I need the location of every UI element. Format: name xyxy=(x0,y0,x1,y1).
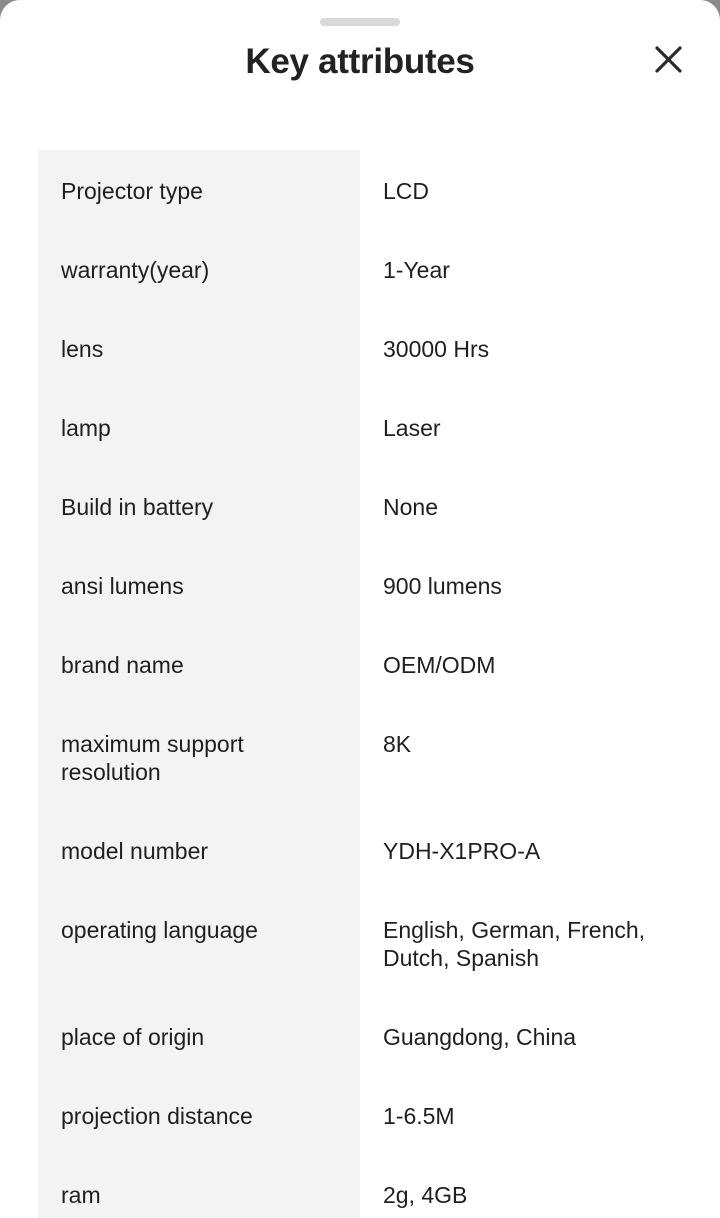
attributes-table xyxy=(38,150,720,1218)
attribute-label: place of origin xyxy=(38,996,360,1075)
attribute-value: 1-Year xyxy=(383,257,450,283)
attribute-value: OEM/ODM xyxy=(383,652,496,678)
attribute-label: lens xyxy=(38,308,360,387)
table-row xyxy=(38,624,720,703)
attribute-label: Build in battery xyxy=(38,466,360,545)
attribute-value: 1-6.5M xyxy=(383,1103,455,1129)
table-row xyxy=(38,545,720,624)
attribute-value: LCD xyxy=(383,178,430,204)
attribute-label: operating language xyxy=(38,889,360,996)
attribute-value: 900 lumens xyxy=(383,573,502,599)
table-row xyxy=(38,229,720,308)
attribute-value: 2g, 4GB xyxy=(383,1182,468,1208)
attribute-label: warranty(year) xyxy=(38,229,360,308)
attribute-label: model number xyxy=(38,810,360,889)
table-row xyxy=(38,387,720,466)
table-row xyxy=(38,996,720,1075)
attribute-label: projection distance xyxy=(38,1075,360,1154)
table-row xyxy=(38,150,720,229)
attribute-value: 30000 Hrs xyxy=(383,336,490,362)
attribute-value: Guangdong, China xyxy=(383,1024,577,1050)
close-icon xyxy=(644,36,692,84)
close-button[interactable] xyxy=(644,36,692,84)
attribute-value: None xyxy=(383,494,438,520)
attribute-label: ram xyxy=(38,1154,360,1218)
table-row xyxy=(38,1075,720,1154)
attribute-label: ansi lumens xyxy=(38,545,360,624)
attribute-label: maximum support resolution xyxy=(38,703,360,810)
attribute-label: lamp xyxy=(38,387,360,466)
table-row xyxy=(38,308,720,387)
attribute-value: 8K xyxy=(383,731,412,757)
attribute-value: English, German, French, Dutch, Spanish xyxy=(383,917,646,971)
table-row xyxy=(38,703,720,810)
attribute-value: Laser xyxy=(383,415,441,441)
table-row xyxy=(38,1154,720,1218)
attribute-label: brand name xyxy=(38,624,360,703)
table-row xyxy=(38,810,720,889)
attribute-label: Projector type xyxy=(38,150,360,229)
table-row xyxy=(38,889,720,996)
table-row xyxy=(38,466,720,545)
attribute-value: YDH-X1PRO-A xyxy=(383,838,541,864)
drag-handle[interactable] xyxy=(320,18,400,26)
sheet-title: Key attributes xyxy=(245,42,475,81)
